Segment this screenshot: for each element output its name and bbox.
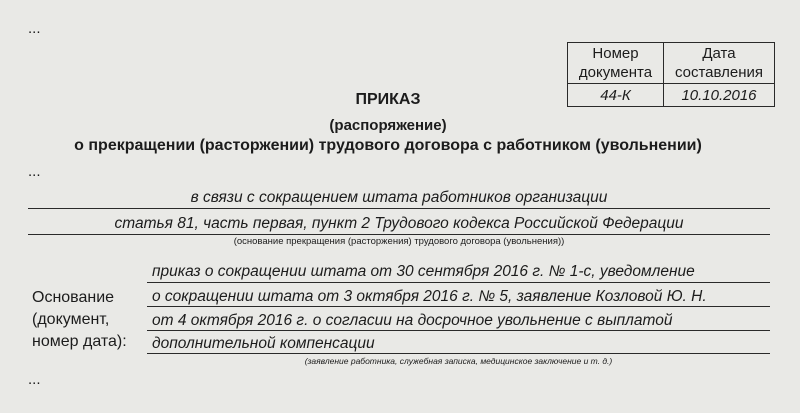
ellipsis-top: ...	[28, 20, 41, 37]
grounds-caption: (основание прекращения (расторжения) трудового договора (увольнения))	[233, 236, 565, 247]
header-document-number	[568, 43, 664, 84]
basis-rule-3	[147, 330, 770, 331]
grounds-line-2: статья 81, часть первая, пункт 2 Трудового кодекса Российской Федерации	[114, 215, 684, 232]
basis-line-4: дополнительной компенсации	[152, 335, 375, 352]
basis-caption: (заявление работника, служебная записка, медицинское заключение и т. д.)	[304, 356, 613, 366]
header-document-number-line1: Номер	[592, 45, 639, 62]
header-document-number-line2: документа	[578, 64, 653, 81]
header-document-date	[664, 43, 775, 84]
ellipsis-middle: ...	[28, 163, 41, 180]
ellipsis-bottom: ...	[28, 371, 41, 388]
basis-rule-2	[147, 306, 770, 307]
basis-label	[32, 287, 127, 353]
basis-line-1: приказ о сокращении штата от 30 сентября 2016 г. № 1-с, уведомление	[152, 263, 695, 280]
order-heading: о прекращении (расторжении) трудового договора с работником (увольнении)	[74, 137, 702, 154]
grounds-rule-2	[28, 234, 770, 235]
basis-rule-4	[147, 353, 770, 354]
document-number-value: 44-К	[568, 84, 664, 107]
document-date-value: 10.10.2016	[664, 84, 775, 107]
basis-label-line3: номер дата):	[32, 333, 127, 350]
basis-label-line2: (документ,	[32, 311, 110, 328]
basis-rule-1	[147, 282, 770, 283]
order-subtitle: (распоряжение)	[329, 117, 447, 134]
grounds-rule-1	[28, 208, 770, 209]
basis-label-line1: Основание	[32, 289, 115, 306]
grounds-line-1: в связи с сокращением штата работников организации	[190, 189, 608, 206]
header-document-date-line1: Дата	[702, 45, 736, 62]
header-document-date-line2: составления	[674, 64, 764, 81]
order-title: ПРИКАЗ	[355, 91, 421, 108]
basis-line-2: о сокращении штата от 3 октября 2016 г. № 5, заявление Козловой Ю. Н.	[152, 288, 707, 305]
basis-line-3: от 4 октября 2016 г. о согласии на досрочное увольнение с выплатой	[152, 312, 673, 329]
